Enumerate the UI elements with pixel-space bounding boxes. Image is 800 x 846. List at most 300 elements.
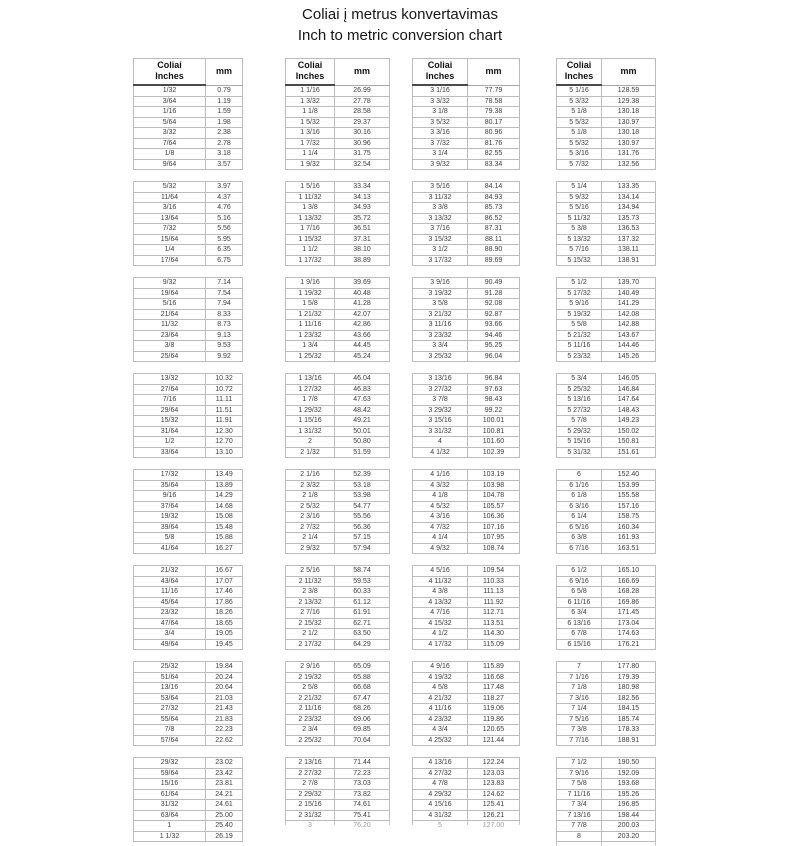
mm-cell: 25.40 <box>206 821 243 832</box>
mm-cell: 92.08 <box>468 299 520 310</box>
table-header-row <box>557 59 656 86</box>
conversion-table <box>556 469 656 554</box>
mm-cell: 103.98 <box>468 480 520 491</box>
mm-cell: 3.57 <box>206 159 243 170</box>
table-row <box>557 138 656 149</box>
inches-cell: 3 1/8 <box>413 107 468 118</box>
inches-cell: 27/32 <box>134 704 206 715</box>
table-row <box>557 234 656 245</box>
table-header-row <box>413 59 520 86</box>
table-row <box>413 395 520 406</box>
inches-cell: 2 27/32 <box>286 768 335 779</box>
mm-cell: 52.39 <box>335 470 390 481</box>
inches-cell-clipped <box>557 842 602 846</box>
table-row <box>557 374 656 385</box>
mm-cell: 171.45 <box>602 608 656 619</box>
mm-cell: 74.61 <box>335 800 390 811</box>
table-row <box>286 138 390 149</box>
mm-cell: 138.91 <box>602 255 656 266</box>
inches-cell: 2 1/4 <box>286 533 335 544</box>
mm-cell: 53.98 <box>335 491 390 502</box>
inches-cell: 1 9/32 <box>286 159 335 170</box>
table-row <box>286 662 390 673</box>
table-row <box>413 234 520 245</box>
mm-cell: 107.16 <box>468 522 520 533</box>
table-row <box>557 192 656 203</box>
conversion-table <box>556 58 656 170</box>
inches-cell: 31/64 <box>134 426 206 437</box>
conversion-column-3 <box>412 58 520 829</box>
inches-cell: 7 1/16 <box>557 672 602 683</box>
inches-cell: 4 17/32 <box>413 639 468 650</box>
mm-cell: 33.34 <box>335 182 390 193</box>
table-block-1-5 <box>133 469 243 554</box>
table-row <box>286 800 390 811</box>
inches-cell: 2 21/32 <box>286 693 335 704</box>
table-row <box>286 374 390 385</box>
inches-cell: 3 25/32 <box>413 351 468 362</box>
table-row <box>413 779 520 790</box>
table-row <box>286 779 390 790</box>
mm-cell: 140.49 <box>602 288 656 299</box>
mm-cell: 46.83 <box>335 384 390 395</box>
inches-cell: 17/64 <box>134 255 206 266</box>
table-row <box>413 662 520 673</box>
inches-cell: 3 5/16 <box>413 182 468 193</box>
table-row <box>286 725 390 736</box>
table-row <box>413 758 520 769</box>
table-block-1-3 <box>133 277 243 362</box>
inches-cell: 6 7/16 <box>557 543 602 554</box>
table-row <box>557 704 656 715</box>
mm-cell: 109.54 <box>468 566 520 577</box>
mm-cell: 173.04 <box>602 618 656 629</box>
table-row <box>286 576 390 587</box>
inches-cell: 3 21/32 <box>413 309 468 320</box>
mm-cell: 34.13 <box>335 192 390 203</box>
table-row <box>557 203 656 214</box>
table-row <box>413 128 520 139</box>
table-row <box>557 351 656 362</box>
inches-cell: 2 31/32 <box>286 810 335 821</box>
mm-cell: 122.24 <box>468 758 520 769</box>
inches-cell: 5 3/32 <box>557 96 602 107</box>
table-row <box>557 470 656 481</box>
mm-cell: 145.26 <box>602 351 656 362</box>
inches-cell: 17/32 <box>134 470 206 481</box>
mm-cell: 196.85 <box>602 800 656 811</box>
page-title-lithuanian: Coliai į metrus konvertavimas <box>302 6 498 23</box>
table-row <box>134 587 243 598</box>
mm-cell: 50.80 <box>335 437 390 448</box>
inches-cell: 1 5/8 <box>286 299 335 310</box>
mm-column-header: mm <box>206 59 243 86</box>
inches-cell: 7 <box>557 662 602 673</box>
table-row <box>286 234 390 245</box>
inches-cell: 1 13/16 <box>286 374 335 385</box>
table-row <box>286 768 390 779</box>
inches-cell: 2 1/8 <box>286 491 335 502</box>
table-row <box>557 587 656 598</box>
table-row <box>134 234 243 245</box>
table-block-2-5 <box>285 469 390 554</box>
table-row <box>557 768 656 779</box>
inches-cell: 5 29/32 <box>557 426 602 437</box>
mm-cell: 146.05 <box>602 374 656 385</box>
table-row <box>134 351 243 362</box>
inches-cell: 3 15/16 <box>413 416 468 427</box>
inches-cell: 1 11/32 <box>286 192 335 203</box>
inches-cell: 4 29/32 <box>413 789 468 800</box>
inches-cell: 2 1/16 <box>286 470 335 481</box>
mm-cell: 13.10 <box>206 447 243 458</box>
inches-cell: 1 7/32 <box>286 138 335 149</box>
inches-cell: 2 13/16 <box>286 758 335 769</box>
inches-cell: 5 3/8 <box>557 224 602 235</box>
table-row <box>286 639 390 650</box>
inches-cell: 7 3/16 <box>557 693 602 704</box>
inches-cell: 2 7/16 <box>286 608 335 619</box>
table-row <box>286 426 390 437</box>
mm-cell: 73.03 <box>335 779 390 790</box>
table-row <box>557 800 656 811</box>
mm-cell: 99.22 <box>468 405 520 416</box>
inches-cell: 3/64 <box>134 96 206 107</box>
table-row <box>557 533 656 544</box>
inches-cell-clipped: 5 <box>413 821 468 825</box>
inches-cell: 5 5/8 <box>557 320 602 331</box>
mm-cell: 32.54 <box>335 159 390 170</box>
table-row <box>286 128 390 139</box>
table-row <box>413 512 520 523</box>
mm-cell-clipped <box>602 842 655 846</box>
inches-cell: 5 9/16 <box>557 299 602 310</box>
table-row <box>286 447 390 458</box>
inches-cell: 2 9/32 <box>286 543 335 554</box>
mm-cell: 79.38 <box>468 107 520 118</box>
clipped-row <box>556 842 656 846</box>
table-row <box>413 416 520 427</box>
table-row <box>286 597 390 608</box>
mm-cell: 150.81 <box>602 437 656 448</box>
table-row <box>134 117 243 128</box>
inches-header-line2: Inches <box>564 71 594 81</box>
inches-cell: 3 3/8 <box>413 203 468 214</box>
inches-cell: 3 7/8 <box>413 395 468 406</box>
table-row <box>557 182 656 193</box>
mm-cell: 57.15 <box>335 533 390 544</box>
inches-cell: 1 1/16 <box>286 85 335 96</box>
mm-cell: 97.63 <box>468 384 520 395</box>
table-row <box>286 203 390 214</box>
table-row <box>413 203 520 214</box>
mm-cell: 101.60 <box>468 437 520 448</box>
mm-column-header: mm <box>468 59 520 86</box>
inches-cell: 1 1/8 <box>286 107 335 118</box>
mm-cell: 70.64 <box>335 735 390 746</box>
inches-cell: 31/32 <box>134 800 206 811</box>
mm-cell: 9.13 <box>206 330 243 341</box>
inches-cell: 4 1/4 <box>413 533 468 544</box>
mm-cell: 21.03 <box>206 693 243 704</box>
inches-cell: 1 27/32 <box>286 384 335 395</box>
table-row <box>134 341 243 352</box>
mm-cell: 15.88 <box>206 533 243 544</box>
mm-cell: 12.30 <box>206 426 243 437</box>
inches-cell: 6 3/4 <box>557 608 602 619</box>
mm-cell: 134.14 <box>602 192 656 203</box>
table-row <box>413 501 520 512</box>
table-row <box>557 309 656 320</box>
table-header-row <box>286 59 390 86</box>
inches-cell: 7 1/2 <box>557 758 602 769</box>
table-row <box>134 437 243 448</box>
mm-cell: 177.80 <box>602 662 656 673</box>
mm-cell: 111.92 <box>468 597 520 608</box>
conversion-table <box>285 661 390 746</box>
mm-cell: 9.53 <box>206 341 243 352</box>
mm-cell: 8.73 <box>206 320 243 331</box>
table-row <box>557 128 656 139</box>
inches-cell: 4 11/16 <box>413 704 468 715</box>
mm-cell: 69.85 <box>335 725 390 736</box>
conversion-table <box>285 757 390 821</box>
mm-cell: 152.40 <box>602 470 656 481</box>
table-row <box>413 426 520 437</box>
mm-cell: 121.44 <box>468 735 520 746</box>
table-row <box>557 501 656 512</box>
mm-cell: 150.02 <box>602 426 656 437</box>
mm-cell-clipped: 127.00 <box>482 822 505 829</box>
mm-cell: 53.18 <box>335 480 390 491</box>
mm-cell: 179.39 <box>602 672 656 683</box>
mm-cell: 72.23 <box>335 768 390 779</box>
inches-cell: 19/32 <box>134 512 206 523</box>
inches-cell: 4 5/16 <box>413 566 468 577</box>
table-row <box>134 192 243 203</box>
table-row <box>557 85 656 96</box>
mm-cell: 100.01 <box>468 416 520 427</box>
table-row <box>413 608 520 619</box>
inches-header-line1: Coliai <box>157 60 182 70</box>
inches-cell: 4 13/32 <box>413 597 468 608</box>
inches-cell: 5/64 <box>134 117 206 128</box>
table-row <box>286 224 390 235</box>
inches-cell: 1 29/32 <box>286 405 335 416</box>
inches-cell: 1 31/32 <box>286 426 335 437</box>
table-row <box>413 789 520 800</box>
mm-cell: 137.32 <box>602 234 656 245</box>
mm-cell: 83.34 <box>468 159 520 170</box>
conversion-table <box>556 373 656 458</box>
table-row <box>286 618 390 629</box>
table-row <box>413 159 520 170</box>
table-row <box>134 821 243 832</box>
mm-cell: 58.74 <box>335 566 390 577</box>
mm-cell: 158.75 <box>602 512 656 523</box>
table-block-1-6 <box>133 565 243 650</box>
mm-cell: 55.56 <box>335 512 390 523</box>
mm-cell: 24.21 <box>206 789 243 800</box>
mm-cell: 42.86 <box>335 320 390 331</box>
mm-cell: 2.78 <box>206 138 243 149</box>
table-row <box>134 522 243 533</box>
mm-cell: 120.65 <box>468 725 520 736</box>
inches-cell: 15/16 <box>134 779 206 790</box>
inches-header-line1: Coliai <box>427 60 453 70</box>
table-row <box>134 683 243 694</box>
mm-cell: 17.86 <box>206 597 243 608</box>
mm-cell: 49.21 <box>335 416 390 427</box>
mm-cell: 149.23 <box>602 416 656 427</box>
inches-cell: 41/64 <box>134 543 206 554</box>
mm-cell: 16.27 <box>206 543 243 554</box>
mm-cell: 143.67 <box>602 330 656 341</box>
mm-cell: 69.06 <box>335 714 390 725</box>
conversion-table <box>556 565 656 650</box>
table-row <box>134 693 243 704</box>
table-row <box>557 639 656 650</box>
table-row <box>413 618 520 629</box>
mm-cell: 44.45 <box>335 341 390 352</box>
mm-cell: 195.26 <box>602 789 656 800</box>
table-row <box>557 789 656 800</box>
inches-cell: 3 17/32 <box>413 255 468 266</box>
mm-cell: 2.38 <box>206 128 243 139</box>
mm-cell: 124.62 <box>468 789 520 800</box>
table-row <box>134 374 243 385</box>
conversion-table <box>412 565 520 650</box>
mm-cell: 176.21 <box>602 639 656 650</box>
inches-cell: 7/16 <box>134 395 206 406</box>
table-row <box>134 107 243 118</box>
table-block-4-1 <box>556 58 656 170</box>
mm-cell: 43.66 <box>335 330 390 341</box>
inches-cell: 6 <box>557 470 602 481</box>
mm-cell: 84.14 <box>468 182 520 193</box>
table-row <box>134 85 243 96</box>
inches-cell: 2 9/16 <box>286 662 335 673</box>
table-row <box>134 213 243 224</box>
mm-cell: 31.75 <box>335 149 390 160</box>
table-row <box>413 299 520 310</box>
inches-cell: 6 3/8 <box>557 533 602 544</box>
table-row <box>413 683 520 694</box>
inches-cell: 2 13/32 <box>286 597 335 608</box>
inches-cell: 3 11/16 <box>413 320 468 331</box>
table-block-2-8 <box>285 757 390 829</box>
mm-cell: 12.70 <box>206 437 243 448</box>
inches-cell: 5 5/32 <box>557 138 602 149</box>
table-row <box>557 512 656 523</box>
inches-cell: 2 5/8 <box>286 683 335 694</box>
mm-cell: 119.06 <box>468 704 520 715</box>
table-row <box>557 159 656 170</box>
table-row <box>413 470 520 481</box>
mm-cell: 48.42 <box>335 405 390 416</box>
inches-cell: 11/64 <box>134 192 206 203</box>
table-block-1-7 <box>133 661 243 746</box>
conversion-table <box>133 58 243 170</box>
table-row <box>286 320 390 331</box>
table-block-1-4 <box>133 373 243 458</box>
mm-cell: 11.51 <box>206 405 243 416</box>
inches-cell: 25/32 <box>134 662 206 673</box>
table-row <box>413 149 520 160</box>
mm-cell: 80.17 <box>468 117 520 128</box>
inches-cell: 6 15/16 <box>557 639 602 650</box>
mm-cell: 157.16 <box>602 501 656 512</box>
mm-cell: 73.82 <box>335 789 390 800</box>
table-row <box>413 309 520 320</box>
inches-cell: 1 5/32 <box>286 117 335 128</box>
mm-cell: 161.93 <box>602 533 656 544</box>
mm-cell-clipped: 76.20 <box>353 822 371 829</box>
inches-cell: 7/64 <box>134 138 206 149</box>
inches-cell: 2 17/32 <box>286 639 335 650</box>
mm-cell: 22.23 <box>206 725 243 736</box>
mm-cell: 193.68 <box>602 779 656 790</box>
inches-cell: 3 5/8 <box>413 299 468 310</box>
mm-cell: 7.94 <box>206 299 243 310</box>
inches-cell: 63/64 <box>134 810 206 821</box>
inches-cell: 4 7/8 <box>413 779 468 790</box>
inches-cell: 4 7/16 <box>413 608 468 619</box>
mm-cell: 50.01 <box>335 426 390 437</box>
table-block-4-8 <box>556 757 656 846</box>
table-row <box>286 437 390 448</box>
table-row <box>286 278 390 289</box>
mm-cell: 142.88 <box>602 320 656 331</box>
mm-cell: 9.92 <box>206 351 243 362</box>
table-row <box>557 683 656 694</box>
table-row <box>557 416 656 427</box>
table-row <box>557 618 656 629</box>
table-header-row <box>134 59 243 86</box>
mm-cell: 169.86 <box>602 597 656 608</box>
mm-cell: 104.78 <box>468 491 520 502</box>
table-row <box>557 735 656 746</box>
table-row <box>413 437 520 448</box>
mm-cell: 184.15 <box>602 704 656 715</box>
table-row <box>413 213 520 224</box>
inches-header-line2: Inches <box>155 71 184 81</box>
inches-cell: 4 5/32 <box>413 501 468 512</box>
inches-cell: 6 13/16 <box>557 618 602 629</box>
mm-cell: 71.44 <box>335 758 390 769</box>
inches-cell: 5 27/32 <box>557 405 602 416</box>
inches-cell: 5 1/8 <box>557 107 602 118</box>
inches-cell: 7 3/8 <box>557 725 602 736</box>
table-row <box>413 192 520 203</box>
inches-cell: 5 25/32 <box>557 384 602 395</box>
table-block-3-8 <box>412 757 520 829</box>
table-row <box>286 107 390 118</box>
table-block-3-6 <box>412 565 520 650</box>
inches-cell: 1 3/4 <box>286 341 335 352</box>
table-block-4-3 <box>556 277 656 362</box>
table-row <box>557 278 656 289</box>
table-row <box>413 182 520 193</box>
table-row <box>413 800 520 811</box>
table-row <box>413 278 520 289</box>
table-row <box>413 224 520 235</box>
table-row <box>557 662 656 673</box>
table-row <box>413 330 520 341</box>
mm-cell: 18.65 <box>206 618 243 629</box>
table-row <box>413 96 520 107</box>
mm-cell: 19.05 <box>206 629 243 640</box>
